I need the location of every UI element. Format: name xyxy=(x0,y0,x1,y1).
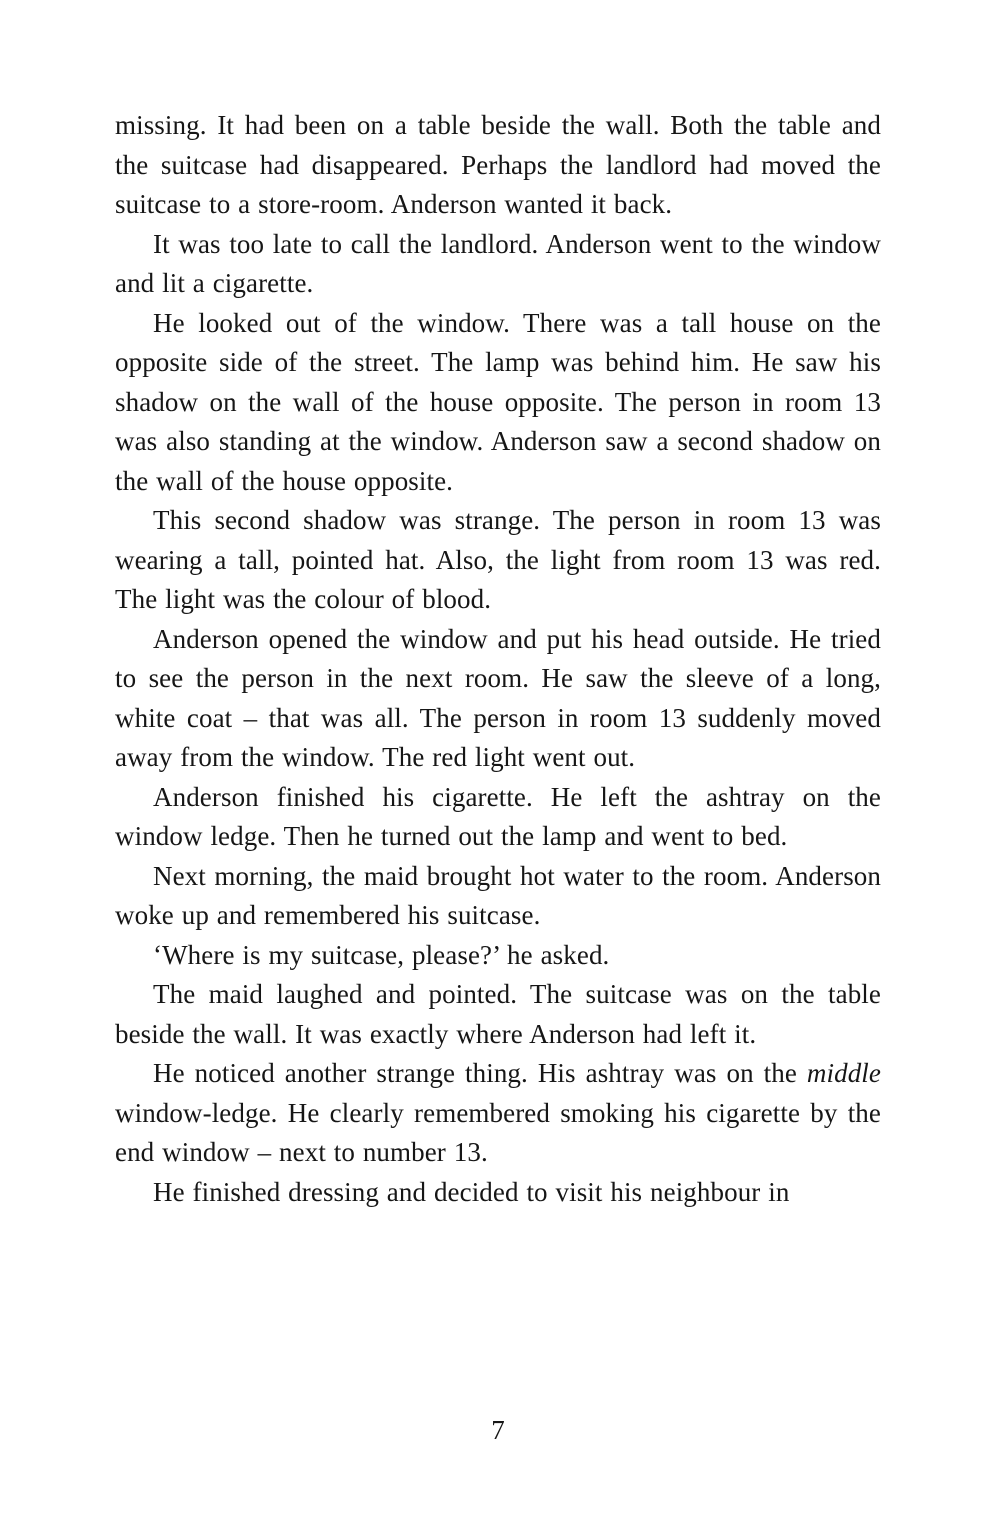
text-run: Next morning, the maid brought hot water to the room. Anderson woke up and remembered his suitcase. xyxy=(115,860,881,930)
text-run: window-ledge. He clearly remembered smoking his cigarette by the end window – next to number 13. xyxy=(115,1097,881,1167)
paragraph xyxy=(115,975,881,1054)
paragraph xyxy=(115,778,881,857)
italic-text-run: middle xyxy=(806,1058,881,1088)
paragraph xyxy=(115,1173,881,1213)
paragraph xyxy=(115,1054,881,1173)
paragraph xyxy=(115,225,881,304)
page-number: 7 xyxy=(491,1415,505,1445)
text-run: He noticed another strange thing. His ashtray was on the xyxy=(153,1058,807,1088)
text-run: missing. It had been on a table beside the wall. Both the table and the suitcase had disappeared. Perhaps the landlord had moved the suitcase to a store-room. Anderson wanted it back. xyxy=(115,110,881,219)
text-run: He finished dressing and decided to visit his neighbour in xyxy=(153,1176,790,1207)
paragraph xyxy=(115,936,881,976)
paragraph xyxy=(115,501,881,620)
text-run: ‘Where is my suitcase, please?’ he asked. xyxy=(153,939,610,970)
text-run: The maid laughed and pointed. The suitcase was on the table beside the wall. It was exactly where Anderson had left it. xyxy=(115,979,881,1049)
text-run: He looked out of the window. There was a tall house on the opposite side of the street. The lamp was behind him. He saw his shadow on the wall of the house opposite. The person in room 13 was also standing at the window. Anderson saw a second shadow on the wall of the house opposite. xyxy=(115,307,881,496)
text-run: Anderson finished his cigarette. He left the ashtray on the window ledge. Then he turned out the lamp and went to bed. xyxy=(115,781,881,851)
text-run: Anderson opened the window and put his head outside. He tried to see the person in the next room. He saw the sleeve of a long, white coat – that was all. The person in room 13 suddenly moved away from the window. The red light went out. xyxy=(115,623,881,772)
paragraph xyxy=(115,620,881,778)
text-run: It was too late to call the landlord. Anderson went to the window and lit a cigarette. xyxy=(115,228,881,298)
paragraph xyxy=(115,106,881,225)
paragraph xyxy=(115,304,881,502)
paragraph xyxy=(115,857,881,936)
text-block xyxy=(115,106,881,1212)
text-run: This second shadow was strange. The person in room 13 was wearing a tall, pointed hat. Also, the light from room 13 was red. The light was the colour of blood. xyxy=(115,505,881,614)
